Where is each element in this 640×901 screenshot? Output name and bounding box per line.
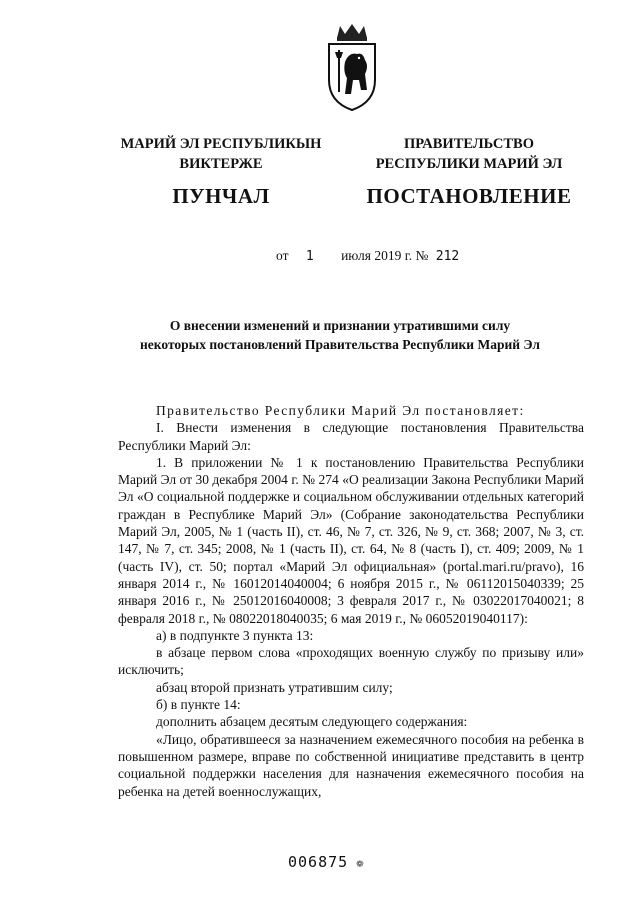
body-paragraph: дополнить абзацем десятым следующего содержания:	[156, 714, 468, 730]
date-day: 1	[305, 249, 314, 264]
decree-dateline	[276, 248, 459, 264]
page-serial	[288, 853, 364, 871]
body-paragraph: Правительство Республики Марий Эл постановляет:	[156, 403, 525, 418]
body-paragraph: «Лицо, обратившееся за назначением ежемесячного пособия на ребенка в повышенном размере, вправе по собственной инициативе представить в центр социальной поддержки населения для назначения ежемесячного пособия на ребенка на детей военнослужащих,	[118, 731, 584, 799]
header-left-line2: ВИКТЕРЖЕ	[179, 156, 263, 172]
coat-of-arms-bear-icon	[325, 22, 379, 112]
header-right-block	[352, 134, 586, 210]
serial-number: 006875	[288, 853, 349, 871]
body-paragraph: в абзаце первом слова «проходящих военную службу по призыву или» исключить;	[118, 645, 584, 678]
header-right-line1: ПРАВИТЕЛЬСТВО	[404, 136, 534, 152]
date-month-year: июля 2019 г. №	[341, 248, 429, 263]
document-body	[118, 402, 584, 800]
header-left-doctype: ПУНЧАЛ	[172, 184, 270, 208]
date-prefix: от	[276, 248, 289, 263]
document-title	[100, 316, 580, 354]
body-paragraph: б) в пункте 14:	[156, 697, 241, 713]
document-title-line2: некоторых постановлений Правительства Республики Марий Эл	[140, 337, 540, 352]
body-paragraph: абзац второй признать утратившим силу;	[156, 679, 393, 695]
rosette-ornament-icon: ❁	[356, 856, 365, 870]
body-paragraph: а) в подпункте 3 пункта 13:	[156, 627, 314, 643]
document-title-line1: О внесении изменений и признании утратившими силу	[169, 318, 511, 333]
header-left-block	[100, 134, 342, 210]
header-right-doctype: ПОСТАНОВЛЕНИЕ	[366, 184, 572, 208]
header-left-line1: МАРИЙ ЭЛ РЕСПУБЛИКЫН	[120, 136, 322, 152]
header-right-line2: РЕСПУБЛИКИ МАРИЙ ЭЛ	[375, 156, 563, 172]
body-paragraph: I. Внести изменения в следующие постановления Правительства Республики Марий Эл:	[118, 420, 584, 453]
decree-number: 212	[435, 249, 460, 264]
body-paragraph: 1. В приложении № 1 к постановлению Правительства Республики Марий Эл от 30 декабря 2004 г. № 274 «О реализации Закона Республики Марий Эл «О социальной поддержке и социальном обслуживании отдельных категорий граждан в Республике Марий Эл» (Собрание законодательства Республики Марий Эл, 2005, № 1 (часть II), ст. 46, № 7, ст. 326, № 9, ст. 368; 2007, № 3, ст. 147, № 7, ст. 345; 2008, № 1 (часть II), ст. 64, № 8 (часть I), ст. 409; 2009, № 1 (часть IV), ст. 50; портал «Марий Эл официальная» (portal.mari.ru/pravo), 16 января 2014 г., № 16012014040004; 6 ноября 2015 г., № 06112015040339; 25 января 2016 г., № 25012016040008; 3 февраля 2017 г., № 03022017040021; 8 февраля 2018 г., № 08022018040035; 6 мая 2019 г., № 06052019040117):	[118, 454, 584, 626]
